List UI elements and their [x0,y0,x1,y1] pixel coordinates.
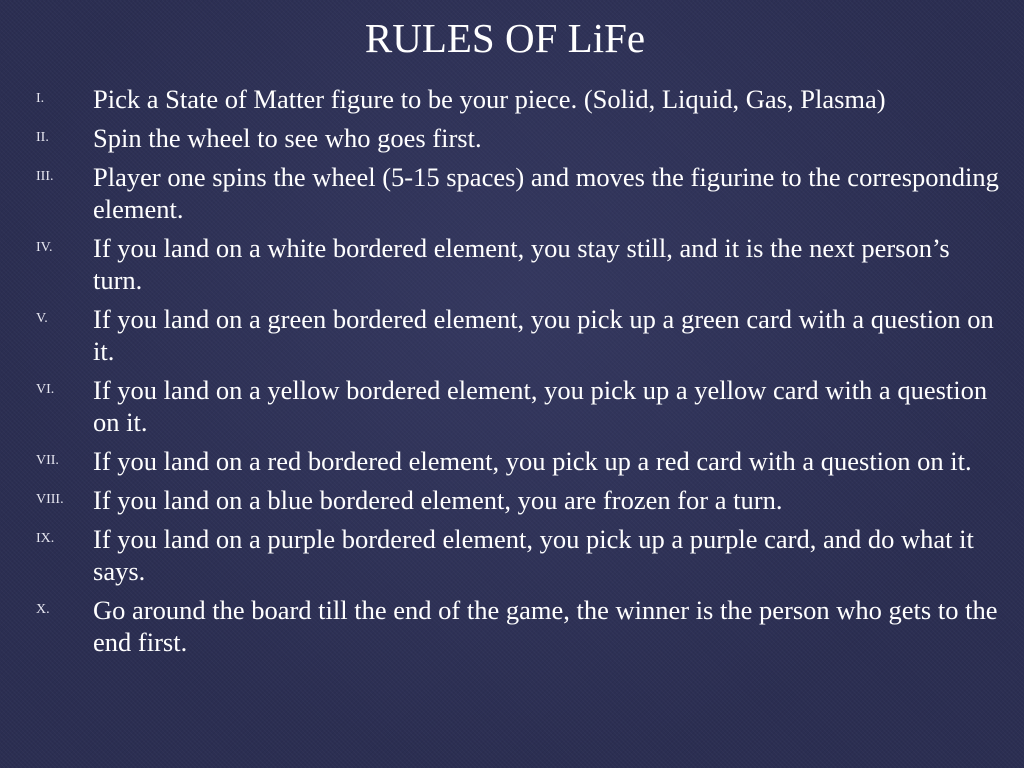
rule-item [0,122,1000,154]
rule-item [0,232,1000,296]
slide-title: RULES OF LiFe [364,15,646,61]
rules-list [0,83,1000,665]
rule-text: If you land on a green bordered element, you pick up a green card with a question on it. [93,304,994,366]
rule-text: If you land on a purple bordered element, you pick up a purple card, and do what it says. [93,524,974,586]
rule-numeral: III. [36,169,54,184]
rule-text: Go around the board till the end of the game, the winner is the person who gets to the end first. [93,595,998,657]
rule-text: If you land on a white bordered element, you stay still, and it is the next person’s turn. [93,233,950,295]
rule-item [0,303,1000,367]
rule-numeral: IX. [36,531,55,546]
rule-item [0,161,1000,225]
rule-item [0,374,1000,438]
rule-numeral: I. [36,91,45,106]
rule-item [0,523,1000,587]
rule-text: Pick a State of Matter figure to be your piece. (Solid, Liquid, Gas, Plasma) [93,84,886,114]
rule-text: If you land on a blue bordered element, you are frozen for a turn. [93,485,783,515]
rule-text: Spin the wheel to see who goes first. [93,123,482,153]
rule-numeral: VI. [36,382,55,397]
rule-numeral: V. [36,311,48,326]
rule-item [0,484,1000,516]
rule-numeral: VIII. [36,492,64,507]
rule-item [0,594,1000,658]
rule-item [0,83,1000,115]
rule-numeral: II. [36,130,49,145]
rule-text: If you land on a yellow bordered element, you pick up a yellow card with a question on it. [93,375,988,437]
rule-item [0,445,1000,477]
rule-numeral: IV. [36,240,53,255]
rule-text: Player one spins the wheel (5-15 spaces) and moves the figurine to the corresponding element. [93,162,999,224]
rule-numeral: X. [36,602,50,617]
rule-text: If you land on a red bordered element, you pick up a red card with a question on it. [93,446,972,476]
rule-numeral: VII. [36,453,59,468]
